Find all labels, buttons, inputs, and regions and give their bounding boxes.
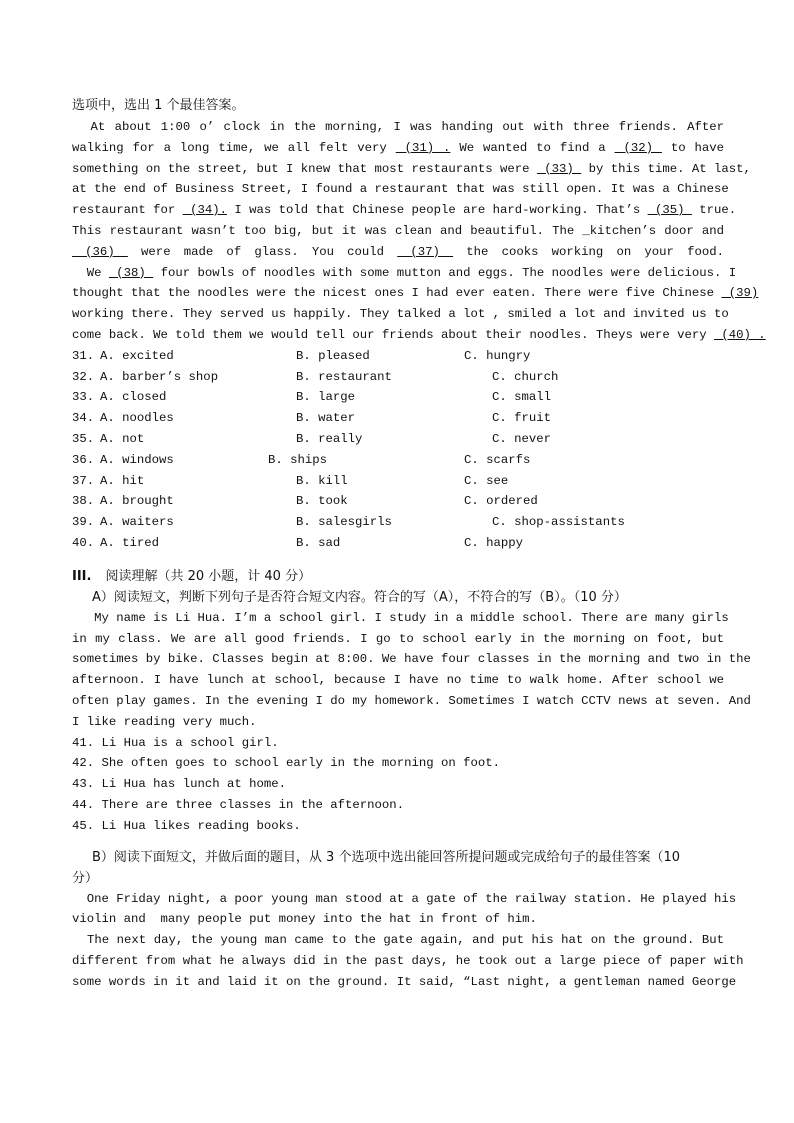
cloze-text: true. bbox=[691, 203, 737, 218]
option-b: B. large bbox=[296, 390, 356, 405]
question-number: 31. bbox=[72, 348, 95, 363]
cloze-blank: (33) bbox=[536, 161, 582, 176]
part-b-line: some words in it and laid it on the ground. It said, “Last night, a gentleman named George bbox=[72, 974, 737, 989]
option-a: A. hit bbox=[100, 473, 145, 488]
cloze-blank: (36) bbox=[72, 244, 128, 259]
cloze-text: by this time. At last, bbox=[581, 161, 751, 176]
option-b: B. ships bbox=[268, 452, 328, 467]
part-a-question: 41. Li Hua is a school girl. bbox=[72, 735, 279, 750]
cloze-blank: (39) bbox=[721, 286, 759, 301]
cloze-text: We wanted to find a bbox=[450, 140, 615, 155]
option-b: B. really bbox=[296, 431, 363, 446]
option-c: C. happy bbox=[464, 535, 524, 550]
option-c: C. never bbox=[492, 431, 552, 446]
part-a-line: afternoon. I have lunch at school, because I have no time to walk home. After school we bbox=[72, 673, 724, 688]
part-a-line: in my class. We are all good friends. I go to school early in the morning on foot, but bbox=[72, 631, 724, 646]
option-b: B. water bbox=[296, 411, 356, 426]
part-a-line: often play games. In the evening I do my homework. Sometimes I watch CCTV news at seven. And bbox=[72, 693, 751, 708]
part-a-line: sometimes by bike. Classes begin at 8:00. We have four classes in the morning and two in the bbox=[72, 652, 751, 667]
cloze-line bbox=[72, 117, 724, 138]
cloze-text: I was told that Chinese people are hard-working. That’s bbox=[226, 203, 648, 218]
option-row bbox=[72, 387, 724, 408]
cloze-text: At about 1:00 o’ clock in the morning, I was handing out with three friends. After bbox=[72, 120, 724, 134]
cloze-text: thought that the noodles were the nicest ones I had ever eaten. There were five Chinese bbox=[72, 286, 722, 301]
option-c: C. fruit bbox=[492, 411, 552, 426]
part-a-passage bbox=[72, 608, 751, 733]
part-a-questions bbox=[72, 733, 724, 837]
part-b-instruction: B）阅读下面短文，并做后面的题目，从 3 个选项中选出能回答所提问题或完成给句子的最佳答案（10 bbox=[92, 849, 680, 865]
option-row bbox=[72, 491, 724, 512]
option-c: C. church bbox=[492, 369, 559, 384]
option-row bbox=[72, 346, 724, 367]
cloze-intro: 选项中，选出 1 个最佳答案。 bbox=[72, 98, 245, 113]
question-number: 33. bbox=[72, 390, 95, 405]
part-a-question: 42. She often goes to school early in the morning on foot. bbox=[72, 756, 501, 771]
option-a: A. closed bbox=[100, 390, 167, 405]
option-a: A. tired bbox=[100, 535, 160, 550]
part-b-instruction-cont: 分） bbox=[72, 870, 99, 886]
option-c: C. shop-assistants bbox=[492, 515, 625, 530]
cloze-line bbox=[72, 242, 724, 263]
part-b-line: One Friday night, a poor young man stood at a gate of the railway station. He played his bbox=[72, 891, 737, 906]
option-a: A. not bbox=[100, 431, 145, 446]
cloze-line bbox=[72, 179, 729, 200]
cloze-blank: (40) . bbox=[714, 327, 766, 342]
part-a-instruction: A）阅读短文，判断下列句子是否符合短文内容。符合的写（A），不符合的写（B）。（10 分） bbox=[92, 589, 627, 605]
option-row bbox=[72, 408, 724, 429]
option-row bbox=[72, 429, 724, 450]
cloze-text: This restaurant wasn’t too big, but it was clean and beautiful. The _kitchen’s door and bbox=[72, 223, 724, 238]
cloze-line bbox=[72, 138, 724, 159]
question-number: 39. bbox=[72, 515, 95, 530]
cloze-text: restaurant for bbox=[72, 203, 183, 218]
cloze-passage bbox=[72, 117, 766, 346]
cloze-line bbox=[72, 263, 737, 284]
option-c: C. scarfs bbox=[464, 452, 531, 467]
page-content bbox=[72, 95, 766, 992]
cloze-text: the cooks working on your food. bbox=[453, 244, 725, 259]
cloze-text: working there. They served us happily. They talked a lot , smiled a lot and invited us to bbox=[72, 307, 729, 322]
option-b: B. kill bbox=[296, 473, 348, 488]
cloze-line bbox=[72, 221, 724, 242]
option-row bbox=[72, 471, 724, 492]
option-c: C. ordered bbox=[464, 494, 538, 509]
cloze-line bbox=[72, 200, 737, 221]
option-row bbox=[72, 512, 724, 533]
option-row bbox=[72, 533, 724, 554]
option-b: B. pleased bbox=[296, 348, 370, 363]
option-row bbox=[72, 367, 724, 388]
cloze-blank: (37) bbox=[397, 244, 454, 259]
option-c: C. small bbox=[492, 390, 552, 405]
cloze-text: were made of glass. You could bbox=[127, 244, 398, 259]
cloze-text: something on the street, but I knew that most restaurants were bbox=[72, 161, 537, 176]
section-number: III. bbox=[72, 568, 92, 584]
option-a: A. brought bbox=[100, 494, 174, 509]
cloze-options bbox=[72, 346, 724, 554]
part-b-line: The next day, the young man came to the gate again, and put his hat on the ground. But bbox=[72, 933, 724, 948]
cloze-line bbox=[72, 283, 759, 304]
cloze-text: come back. We told them we would tell our friends about their noodles. Theys were very bbox=[72, 327, 715, 342]
section-3-heading bbox=[72, 566, 724, 587]
option-b: B. sad bbox=[296, 535, 341, 550]
cloze-blank: (38) bbox=[108, 265, 154, 280]
question-number: 32. bbox=[72, 369, 95, 384]
question-number: 35. bbox=[72, 431, 95, 446]
cloze-blank: (31) . bbox=[395, 140, 451, 155]
option-a: A. excited bbox=[100, 348, 174, 363]
cloze-text: to have bbox=[661, 140, 724, 155]
option-c: C. hungry bbox=[464, 348, 531, 363]
cloze-blank: (35) bbox=[647, 203, 692, 218]
section-title: 阅读理解（共 20 小题，计 40 分） bbox=[105, 568, 312, 584]
cloze-blank: (34). bbox=[182, 203, 227, 218]
option-b: B. took bbox=[296, 494, 348, 509]
part-a-question: 44. There are three classes in the afternoon. bbox=[72, 797, 405, 812]
part-a-question: 45. Li Hua likes reading books. bbox=[72, 818, 301, 833]
cloze-line bbox=[72, 159, 751, 180]
option-b: B. salesgirls bbox=[296, 515, 392, 530]
part-a-line: My name is Li Hua. I’m a school girl. I study in a middle school. There are many girls bbox=[72, 610, 729, 625]
cloze-blank: (32) bbox=[614, 140, 662, 155]
cloze-text: four bowls of noodles with some mutton and eggs. The noodles were delicious. I bbox=[153, 265, 737, 280]
question-number: 34. bbox=[72, 411, 95, 426]
question-number: 37. bbox=[72, 473, 95, 488]
option-b: B. restaurant bbox=[296, 369, 392, 384]
option-row bbox=[72, 450, 724, 471]
cloze-text: at the end of Business Street, I found a restaurant that was still open. It was a Chinese bbox=[72, 182, 729, 197]
question-number: 36. bbox=[72, 452, 95, 467]
option-c: C. see bbox=[464, 473, 509, 488]
cloze-line bbox=[72, 325, 766, 346]
question-number: 40. bbox=[72, 535, 95, 550]
option-a: A. waiters bbox=[100, 515, 174, 530]
question-number: 38. bbox=[72, 494, 95, 509]
cloze-line bbox=[72, 304, 729, 325]
part-a-question: 43. Li Hua has lunch at home. bbox=[72, 777, 287, 792]
option-a: A. windows bbox=[100, 452, 174, 467]
cloze-text: walking for a long time, we all felt very bbox=[72, 140, 396, 155]
part-b-line: different from what he always did in the past days, he took out a large piece of paper with bbox=[72, 953, 744, 968]
part-a-line: I like reading very much. bbox=[72, 714, 257, 729]
cloze-text: We bbox=[72, 265, 109, 280]
option-a: A. barber’s shop bbox=[100, 369, 219, 384]
option-a: A. noodles bbox=[100, 411, 174, 426]
part-b-line: violin and many people put money into the hat in front of him. bbox=[72, 912, 537, 927]
part-b-passage bbox=[72, 889, 744, 993]
